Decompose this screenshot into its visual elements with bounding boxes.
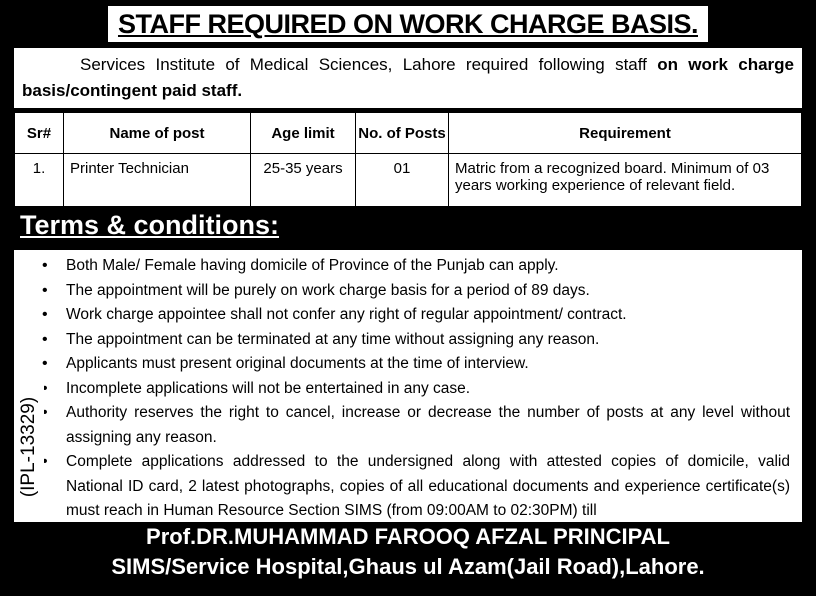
header-name: Name of post bbox=[64, 113, 251, 154]
page-title: STAFF REQUIRED ON WORK CHARGE BASIS. bbox=[108, 6, 708, 42]
header-requirement: Requirement bbox=[449, 113, 802, 154]
header-age: Age limit bbox=[251, 113, 356, 154]
header-posts: No. of Posts bbox=[356, 113, 449, 154]
list-item: • Applicants must present original documents at the time of interview. bbox=[14, 352, 802, 377]
terms-list bbox=[14, 254, 802, 524]
intro-bold-text: on work charge basis/contingent paid staff. bbox=[22, 55, 794, 100]
terms-heading: Terms & conditions: bbox=[20, 210, 280, 240]
list-item: • Authority reserves the right to cancel, increase or decrease the number of posts at any level without assigning any reason. bbox=[14, 401, 802, 450]
cell-sr: 1. bbox=[15, 154, 64, 209]
header-sr: Sr# bbox=[15, 113, 64, 154]
table-row bbox=[15, 154, 802, 209]
intro-box bbox=[14, 48, 802, 108]
terms-box bbox=[14, 250, 802, 522]
intro-text: Services Institute of Medical Sciences, Lahore required following staff bbox=[80, 55, 658, 74]
posts-table bbox=[14, 112, 802, 209]
posts-table-wrapper bbox=[14, 112, 802, 206]
list-item: • The appointment can be terminated at any time without assigning any reason. bbox=[14, 328, 802, 353]
footer-line-1: Prof.DR.MUHAMMAD FAROOQ AFZAL PRINCIPAL bbox=[146, 524, 670, 549]
footer-bar bbox=[0, 522, 816, 596]
footer-line-2: SIMS/Service Hospital,Ghaus ul Azam(Jail Road),Lahore. bbox=[111, 554, 705, 579]
list-item: • Incomplete applications will not be entertained in any case. bbox=[14, 377, 802, 402]
ipl-code-box bbox=[14, 380, 44, 520]
terms-heading-box bbox=[14, 210, 289, 250]
header-bar bbox=[0, 0, 816, 48]
intro-paragraph bbox=[22, 52, 794, 104]
table-header-row bbox=[15, 113, 802, 154]
cell-requirement: Matric from a recognized board. Minimum of 03 years working experience of relevant field. bbox=[449, 154, 802, 209]
list-item: • Work charge appointee shall not confer any right of regular appointment/ contract. bbox=[14, 303, 802, 328]
ipl-code: (IPL-13329) bbox=[18, 396, 39, 498]
list-item: • Both Male/ Female having domicile of Province of the Punjab can apply. bbox=[14, 254, 802, 279]
list-item: • The appointment will be purely on work charge basis for a period of 89 days. bbox=[14, 279, 802, 304]
cell-posts: 01 bbox=[356, 154, 449, 209]
list-item: • Complete applications addressed to the undersigned along with attested copies of domicile, valid National ID card, 2 latest photographs, copies of all educational documents and experience certificate(s) must reach in Human Resource Section SIMS (from 09:00AM to 02:30PM) till bbox=[14, 450, 802, 524]
cell-name: Printer Technician bbox=[64, 154, 251, 209]
cell-age: 25-35 years bbox=[251, 154, 356, 209]
